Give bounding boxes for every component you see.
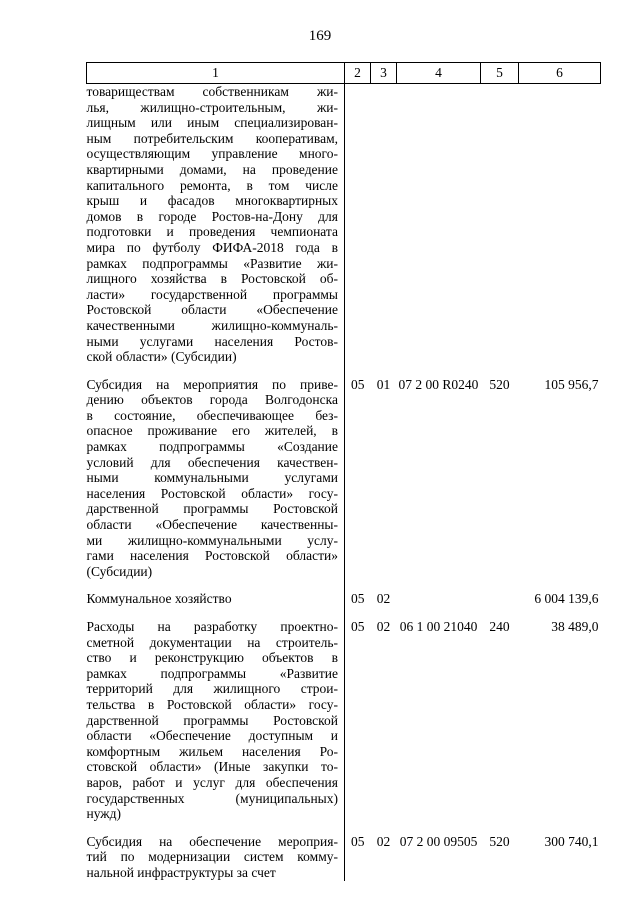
subsection-code: 02 [376,591,391,607]
spacer-cell [519,822,601,834]
description-line: населения Ростовской области» госу- [86,485,338,501]
spacer-cell [481,365,519,377]
row-description [87,591,345,607]
row-description [87,377,345,580]
description-line: государственных (муниципальных) [86,790,338,806]
description-line: дарственной программы Ростовской [86,712,338,728]
table-row [87,84,601,365]
spacer-cell [345,579,371,591]
spacer-cell [519,607,601,619]
spacer-cell [371,607,397,619]
description-line: рамках подпрограммы «Развитие [86,665,338,681]
target-article-code: 07 2 00 R0240 [398,376,479,392]
subsection-code [371,84,397,365]
row-spacer [87,607,601,619]
description-line: Субсидия на обеспечение мероприя- [86,833,338,849]
amount [519,84,601,365]
spacer-cell [397,579,481,591]
row-spacer [87,822,601,834]
section-code: 05 [351,376,365,392]
spacer-cell [397,607,481,619]
column-header: 1 [87,63,345,84]
amount: 6 004 139,6 [534,591,599,607]
target-article-code [397,591,481,607]
table-header-row [87,63,601,84]
description-line: лья, жилищно-строительным, жи- [86,99,338,115]
description-line: крыш и фасадов многоквартирных [86,193,338,209]
target-article-code: 06 1 00 21040 [399,619,478,634]
description-line: осуществляющим управление много- [86,146,338,162]
row-spacer [87,579,601,591]
row-description [87,834,345,881]
table-row [87,377,601,580]
description-line: гами населения Ростовской области» [86,548,338,564]
target-article-code [397,84,481,365]
description-line: ласти» государственной программы [86,286,338,302]
description-line: ство и реконструкцию объектов в [86,650,338,666]
budget-table [86,62,601,881]
amount: 38 489,0 [551,619,599,634]
spacer-cell [481,579,519,591]
amount: 300 740,1 [544,833,599,849]
description-line: дарственной программы Ростовской [86,501,338,517]
expense-type-code: 520 [489,376,510,392]
description-line: тельства в Ростовской области» госу- [86,696,338,712]
description-line: Субсидия на мероприятия по приве- [86,376,338,392]
description-line: лищного хозяйства в Ростовской об- [86,271,338,287]
description-line: Расходы на разработку проектно- [86,619,338,634]
section-code [345,84,371,365]
description-line: квартирными домами, на проведение [86,161,338,177]
description-line: опасное проживание его жителей, в [86,423,338,439]
description-line: рамках подпрограммы «Создание [86,439,338,455]
description-line: комфортным жильем населения Ро- [86,743,338,759]
description-line: Коммунальное хозяйство [86,591,232,607]
description-line: ными услугами населения Ростов- [86,333,338,349]
description-line: товариществам собственникам жи- [86,84,338,99]
description-line: дению объектов города Волгодонска [86,392,338,408]
description-line: сметной документации на строитель- [86,634,338,650]
description-line: области «Обеспечение качественны- [86,517,338,533]
description-line: варов, работ и услуг для обеспечения [86,774,338,790]
description-line: территорий для жилищного строи- [86,681,338,697]
spacer-cell [481,607,519,619]
target-article-code: 07 2 00 09505 [399,833,478,849]
description-line: домов в городе Ростов-на-Дону для [86,208,338,224]
description-line: (Субсидии) [86,563,153,579]
description-line: лищным или иным специализирован- [86,115,338,131]
section-code: 05 [351,591,365,607]
spacer-cell [345,365,371,377]
spacer-cell [87,365,345,377]
description-line: Ростовской области «Обеспечение [86,302,338,318]
spacer-cell [371,822,397,834]
amount: 105 956,7 [544,376,599,392]
column-header: 4 [397,63,481,84]
expense-type-code: 240 [489,619,510,634]
spacer-cell [371,365,397,377]
description-line: нальной инфраструктуры за счет [86,864,276,880]
spacer-cell [519,579,601,591]
subsection-code: 02 [376,833,391,849]
table-row [87,591,601,607]
spacer-cell [397,822,481,834]
spacer-cell [87,607,345,619]
spacer-cell [87,822,345,834]
description-line: стовской области» (Иные закупки то- [86,759,338,775]
description-line: тий по модернизации систем комму- [86,849,338,865]
spacer-cell [481,822,519,834]
description-line: области «Обеспечение доступным и [86,728,338,744]
description-line: рамках подпрограммы «Развитие жи- [86,255,338,271]
description-line: условий для обеспечения качествен- [86,454,338,470]
description-line: подготовки и проведения чемпионата [86,224,338,240]
subsection-code: 01 [376,376,391,392]
table-row [87,834,601,881]
row-description [87,84,345,365]
expense-type-code: 520 [489,833,510,849]
description-line: в состояние, обеспечивающее без- [86,407,338,423]
section-code: 05 [351,619,365,634]
section-code: 05 [351,833,365,849]
column-header: 6 [519,63,601,84]
description-line: ми жилищно-коммунальными услу- [86,532,338,548]
description-line: мира по футболу ФИФА-2018 года в [86,239,338,255]
column-header: 3 [371,63,397,84]
spacer-cell [519,365,601,377]
row-description [87,619,345,822]
row-spacer [87,365,601,377]
description-line: нужд) [86,806,121,822]
spacer-cell [397,365,481,377]
spacer-cell [345,822,371,834]
subsection-code: 02 [376,619,391,634]
spacer-cell [87,579,345,591]
description-line: капитального ремонта, в том числе [86,177,338,193]
column-header: 5 [481,63,519,84]
spacer-cell [371,579,397,591]
description-line: ным потребительским кооперативам, [86,130,338,146]
table-row [87,619,601,822]
expense-type-code [481,84,519,365]
description-line: ными коммунальными услугами [86,470,338,486]
expense-type-code [481,591,519,607]
column-header: 2 [345,63,371,84]
description-line: качественными жилищно-коммуналь- [86,317,338,333]
spacer-cell [345,607,371,619]
page-number: 169 [308,28,332,44]
description-line: ской области» (Субсидии) [86,349,237,365]
table-body [87,84,601,881]
